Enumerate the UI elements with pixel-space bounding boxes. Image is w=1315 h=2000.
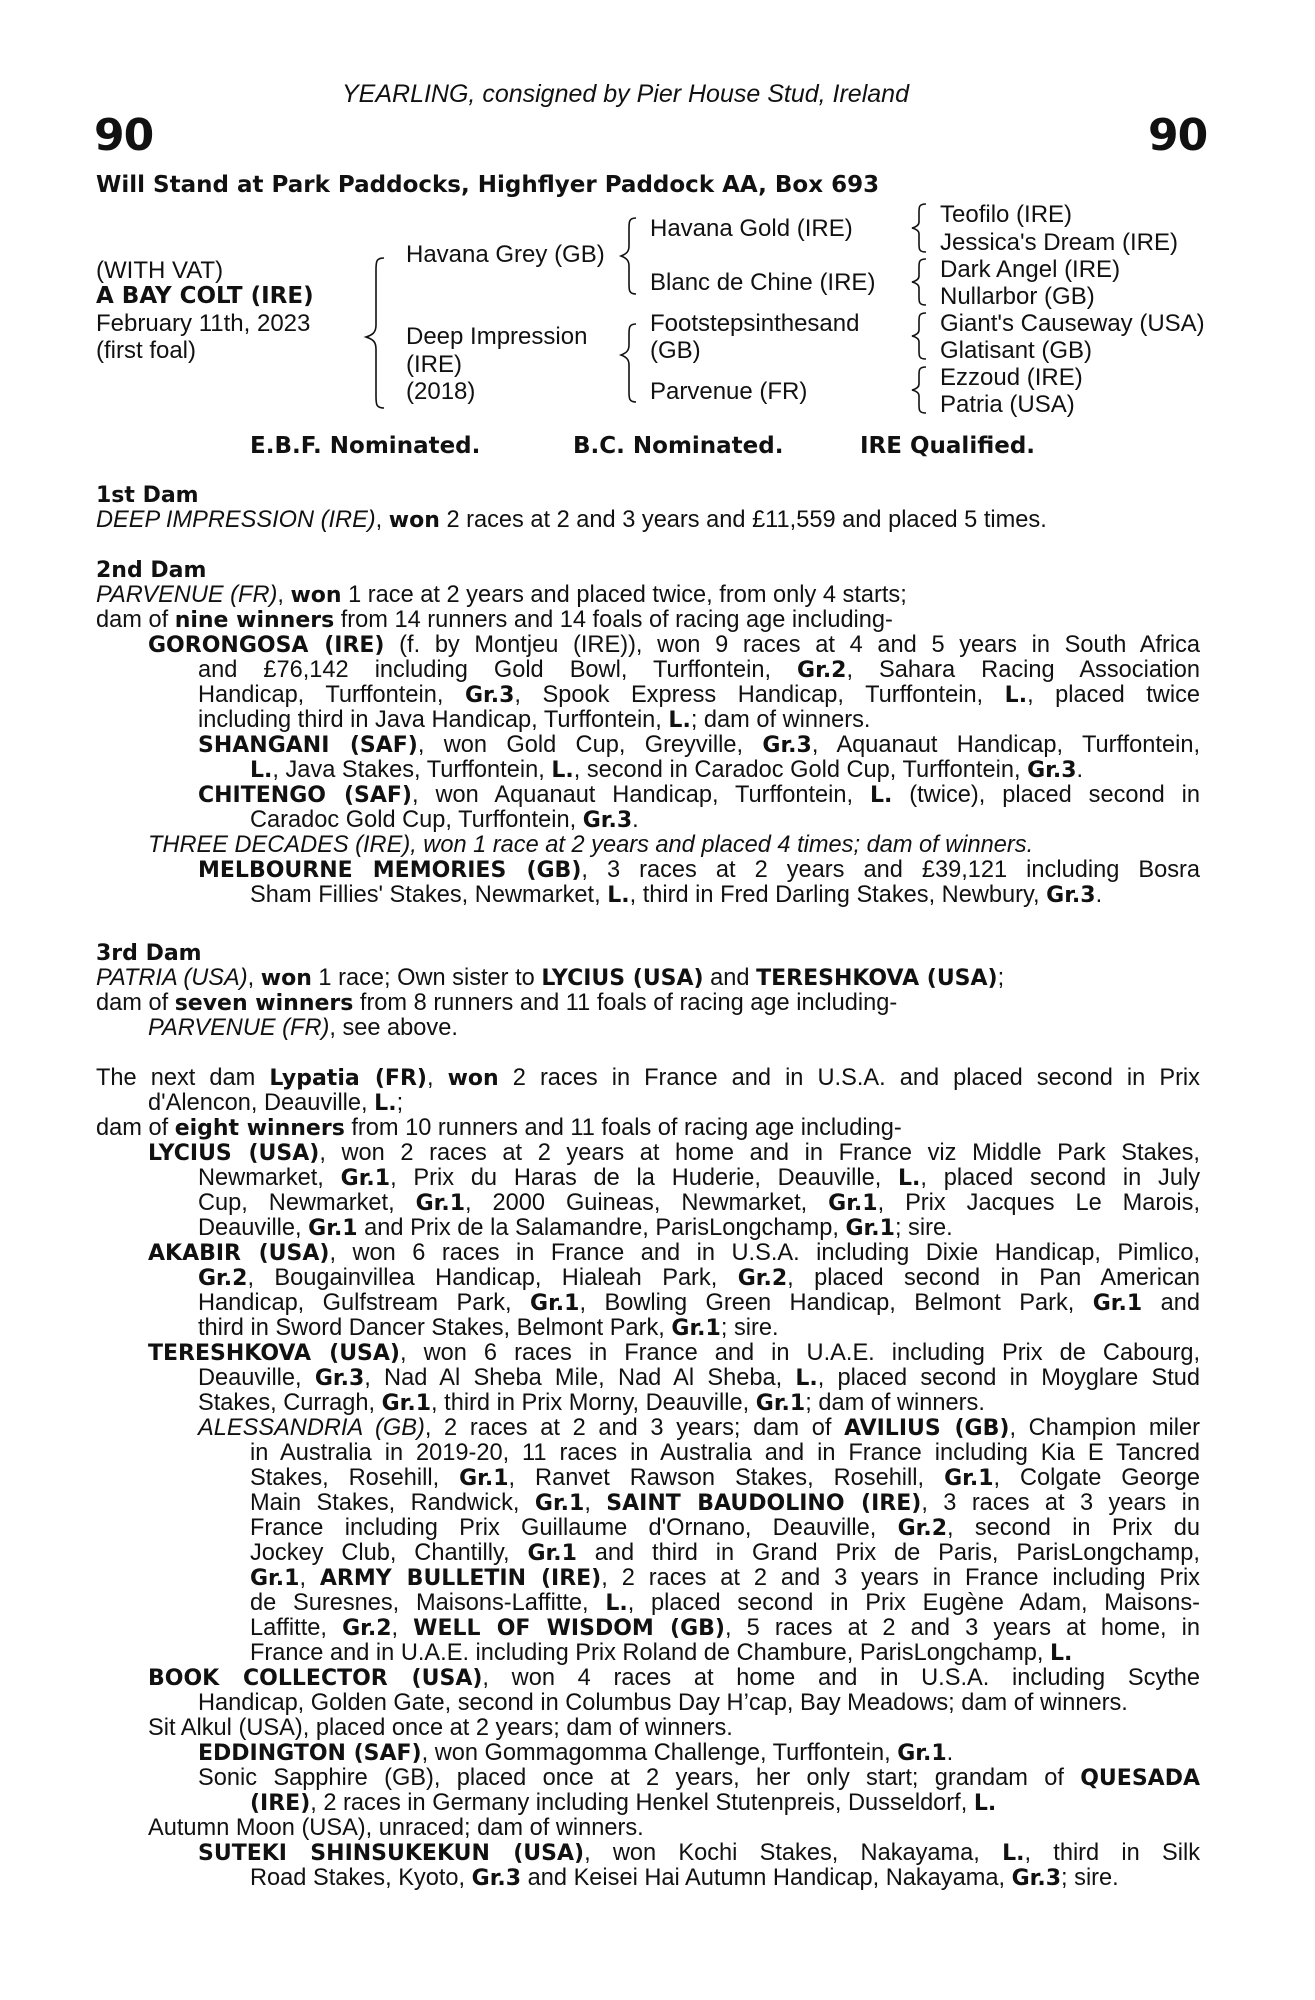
text-run: L. [607, 883, 630, 908]
body-line [148, 633, 1200, 658]
text-run: France and in U.A.E. including Prix Roland de Chambure, ParisLongchamp, [250, 1640, 1050, 1666]
text-run: THREE DECADES (IRE) [148, 832, 411, 858]
text-run: Main Stakes, Randwick, [250, 1490, 535, 1516]
text-run: , placed second in Pan American [787, 1265, 1200, 1291]
text-run: Gr.1 [671, 1316, 721, 1341]
text-run: Handicap, Turffontein, [198, 682, 465, 708]
body-line [250, 1641, 1200, 1666]
text-run: . [1076, 757, 1084, 783]
bracket-dam [621, 324, 636, 402]
text-run: LYCIUS (USA) [148, 1141, 320, 1166]
text-run: Gr.1 [340, 1166, 391, 1191]
text-run: ALESSANDRIA (GB) [198, 1415, 425, 1441]
text-run: in Australia in 2019-20, 11 races in Australia and in France including Kia E Tancred [250, 1440, 1200, 1466]
text-run: won [447, 1066, 499, 1091]
text-run: , won Kochi Stakes, Nakayama, [584, 1840, 1003, 1866]
text-run: Stakes, Rosehill, [250, 1465, 460, 1491]
body-line [250, 1466, 1200, 1491]
text-run: Gr.2 [342, 1616, 392, 1641]
horse-foal: (first foal) [96, 337, 197, 364]
text-run: , won 1 race at 2 years and placed 4 times; dam of winners. [410, 832, 1034, 858]
consignment-header: YEARLING, consigned by Pier House Stud, Ireland [342, 80, 909, 108]
text-run: , Bowling Green Handicap, Belmont Park, [579, 1290, 1093, 1316]
text-run: seven winners [174, 991, 354, 1016]
body-line [198, 733, 1200, 758]
text-run: Gr.3 [314, 1366, 365, 1391]
bracket-dd [912, 367, 926, 413]
body-line [148, 1716, 1200, 1741]
body-line [148, 1341, 1200, 1366]
text-run: Gr.3 [1046, 883, 1096, 908]
body-line [250, 1516, 1200, 1541]
body-line [96, 508, 1200, 533]
bracket-main [366, 258, 384, 408]
pedigree-ss: Havana Gold (IRE) [650, 215, 853, 242]
text-run: Gr.1 [459, 1466, 509, 1491]
text-run: Sham Fillies' Stakes, Newmarket, [250, 882, 608, 908]
text-run: Cup, Newmarket, [198, 1190, 416, 1216]
bracket-ds [912, 313, 926, 359]
text-run: L. [898, 1166, 921, 1191]
pedigree-dam-3: (2018) [406, 378, 476, 405]
text-run: , [277, 582, 291, 608]
text-run: Gr.3 [471, 1866, 522, 1891]
pedigree-sdd: Nullarbor (GB) [940, 283, 1095, 310]
text-run: Gr.3 [464, 683, 515, 708]
lot-number-right: 90 [1148, 110, 1208, 161]
body-line [96, 583, 1200, 608]
body-line [96, 966, 1200, 991]
body-line [250, 883, 1200, 908]
first-dam-heading: 1st Dam [96, 483, 199, 508]
pedigree-dd: Parvenue (FR) [650, 378, 808, 405]
text-run: Gr.1 [534, 1491, 585, 1516]
text-run: ; [396, 1090, 404, 1116]
text-run: AKABIR (USA) [148, 1241, 330, 1266]
text-run: , third in Fred Darling Stakes, Newbury, [629, 882, 1047, 908]
text-run: , 2 races at 2 and 3 years in France including Prix [601, 1565, 1200, 1591]
body-line [250, 1541, 1200, 1566]
text-run: 2 races in France and in U.S.A. and placed second in Prix [498, 1065, 1200, 1091]
text-run: Gr.1 [308, 1216, 358, 1241]
text-run: . [946, 1740, 954, 1766]
text-run: Gr.2 [797, 658, 847, 683]
location-line: Will Stand at Park Paddocks, Highflyer Paddock AA, Box 693 [96, 172, 880, 198]
text-run: Gr.1 [250, 1566, 300, 1591]
body-line [198, 1266, 1200, 1291]
text-run: , see above. [329, 1015, 458, 1041]
body-line [198, 708, 1200, 733]
text-run: , third in Prix Morny, Deauville, [431, 1390, 756, 1416]
text-run: 1 race at 2 years and placed twice, from only 4 starts; [341, 582, 907, 608]
text-run: (twice), placed second in [892, 782, 1201, 808]
text-run: from 10 runners and 11 foals of racing age including- [344, 1115, 902, 1141]
text-run: Gr.1 [381, 1391, 432, 1416]
text-run: , won 6 races in France and in U.A.E. including Prix de Cabourg, [400, 1340, 1200, 1366]
bracket-sire [621, 218, 636, 294]
text-run: SAINT BAUDOLINO (IRE) [606, 1491, 922, 1516]
body-line [198, 658, 1200, 683]
text-run: Laffitte, [250, 1615, 343, 1641]
text-run: PARVENUE (FR) [96, 582, 278, 608]
body-line [96, 1116, 1200, 1141]
text-run: CHITENGO (SAF) [198, 783, 412, 808]
text-run: Gr.1 [755, 1391, 806, 1416]
body-line [148, 1816, 1200, 1841]
text-run: ARMY BULLETIN (IRE) [319, 1566, 602, 1591]
text-run: , 3 races at 2 years and £39,121 including Bosra [581, 857, 1200, 883]
text-run: Gr.1 [845, 1216, 895, 1241]
text-run: from 14 runners and 14 foals of racing age including- [334, 607, 893, 633]
text-run: ; sire. [720, 1315, 779, 1341]
text-run: ; sire. [894, 1215, 953, 1241]
text-run: , won Aquanaut Handicap, Turffontein, [411, 782, 870, 808]
text-run: , Java Stakes, Turffontein, [272, 757, 552, 783]
text-run: AVILIUS (GB) [844, 1416, 1010, 1441]
text-run: , Prix Jacques Le Marois, [877, 1190, 1200, 1216]
body-line [96, 608, 1200, 633]
body-line [198, 1416, 1200, 1441]
text-run: Deauville, [198, 1365, 315, 1391]
text-run: L. [551, 758, 574, 783]
text-run: including third in Java Handicap, Turffontein, [198, 707, 669, 733]
text-run: Gr.2 [897, 1516, 947, 1541]
third-dam-heading: 3rd Dam [96, 941, 202, 966]
body-line [250, 1566, 1200, 1591]
text-run: Gr.2 [198, 1266, 248, 1291]
text-run: , [391, 1615, 414, 1641]
text-run: , won 4 races at home and in U.S.A. including Scythe [482, 1665, 1200, 1691]
text-run: Lypatia (FR) [269, 1066, 427, 1091]
body-line [250, 1441, 1200, 1466]
text-run: Gr.1 [828, 1191, 878, 1216]
body-line [250, 758, 1200, 783]
pedigree-ds-1: Footstepsinthesand [650, 310, 860, 337]
text-run: Deauville, [198, 1215, 309, 1241]
text-run: third in Sword Dancer Stakes, Belmont Park, [198, 1315, 672, 1341]
text-run: Gr.3 [1011, 1866, 1062, 1891]
text-run: Road Stakes, Kyoto, [250, 1865, 472, 1891]
text-run: and Prix de la Salamandre, ParisLongchamp, [357, 1215, 846, 1241]
body-line [198, 1166, 1200, 1191]
body-line [148, 1141, 1200, 1166]
text-run: TERESHKOVA (USA) [756, 966, 998, 991]
text-run: dam of [96, 607, 175, 633]
text-run: and £76,142 including Gold Bowl, Turffontein, [198, 657, 798, 683]
pedigree-dds: Ezzoud (IRE) [940, 364, 1083, 391]
body-line [198, 1691, 1200, 1716]
text-run: , 2000 Guineas, Newmarket, [465, 1190, 829, 1216]
text-run: , placed second in July [920, 1165, 1200, 1191]
body-line [198, 1191, 1200, 1216]
text-run: , won Gold Cup, Greyville, [417, 732, 763, 758]
text-run: , [247, 965, 261, 991]
text-run: , second in Caradoc Gold Cup, Turffontein, [573, 757, 1028, 783]
body-line [148, 1016, 1200, 1041]
text-run: and [1142, 1290, 1200, 1316]
text-run: SUTEKI SHINSUKEKUN (USA) [198, 1841, 585, 1866]
text-run: BOOK COLLECTOR (USA) [148, 1666, 483, 1691]
ire-qualified: IRE Qualified. [860, 433, 1036, 459]
body-line [198, 1366, 1200, 1391]
text-run: Gr.1 [944, 1466, 994, 1491]
text-run: Gr.3 [582, 808, 633, 833]
text-run: , Nad Al Sheba Mile, Nad Al Sheba, [364, 1365, 796, 1391]
text-run: , Bougainvillea Handicap, Hialeah Park, [247, 1265, 738, 1291]
text-run: . [1095, 882, 1103, 908]
text-run: ; sire. [1061, 1865, 1119, 1891]
text-run: won [260, 966, 312, 991]
text-run: ; [997, 965, 1005, 991]
text-run: (IRE) [250, 1791, 311, 1816]
text-run: , second in Prix du [947, 1515, 1200, 1541]
text-run: , placed second in Moyglare Stud [817, 1365, 1201, 1391]
text-run: GORONGOSA (IRE) [148, 633, 385, 658]
text-run: and Keisei Hai Autumn Handicap, Nakayama, [521, 1865, 1012, 1891]
pedigree-dam-1: Deep Impression [406, 323, 588, 350]
text-run: , [299, 1565, 320, 1591]
text-run: L. [668, 708, 691, 733]
text-run: d'Alencon, Deauville, [148, 1090, 375, 1116]
text-run: , Ranvet Rawson Stakes, Rosehill, [508, 1465, 945, 1491]
text-run: DEEP IMPRESSION (IRE) [96, 507, 376, 533]
body-line [198, 783, 1200, 808]
text-run: , won 2 races at 2 years at home and in France viz Middle Park Stakes, [319, 1140, 1200, 1166]
text-run: ; dam of winners. [805, 1390, 985, 1416]
text-run: , won Gommagomma Challenge, Turffontein, [421, 1740, 898, 1766]
pedigree-sd: Blanc de Chine (IRE) [650, 269, 876, 296]
text-run: nine winners [174, 608, 335, 633]
body-line [250, 808, 1200, 833]
bc-nominated: B.C. Nominated. [573, 433, 784, 459]
text-run: PARVENUE (FR) [148, 1015, 330, 1041]
text-run: , Sahara Racing Association [846, 657, 1200, 683]
text-run: Autumn Moon (USA), unraced; dam of winners. [148, 1815, 644, 1841]
text-run: Gr.3 [762, 733, 812, 758]
pedigree-ddd: Patria (USA) [940, 391, 1075, 418]
body-line [250, 1866, 1200, 1891]
text-run: L. [869, 783, 893, 808]
bracket-sd [912, 259, 926, 305]
text-run: SHANGANI (SAF) [198, 733, 418, 758]
text-run: L. [605, 1591, 628, 1616]
body-line [96, 1066, 1200, 1091]
pedigree-sds: Dark Angel (IRE) [940, 256, 1121, 283]
pedigree-dss: Giant's Causeway (USA) [940, 310, 1205, 337]
pedigree-ds-2: (GB) [650, 337, 701, 364]
text-run: Newmarket, [198, 1165, 341, 1191]
body-line [198, 1316, 1200, 1341]
text-run: , won 6 races in France and in U.S.A. including Dixie Handicap, Pimlico, [329, 1240, 1201, 1266]
text-run: Handicap, Gulfstream Park, [198, 1290, 531, 1316]
text-run: Caradoc Gold Cup, Turffontein, [250, 807, 583, 833]
body-line [250, 1591, 1200, 1616]
text-run: dam of [96, 990, 175, 1016]
body-line [198, 1841, 1200, 1866]
text-run: , placed second in Prix Eugène Adam, Maisons- [627, 1590, 1200, 1616]
horse-name: A BAY COLT (IRE) [96, 283, 314, 309]
text-run: EDDINGTON (SAF) [198, 1741, 422, 1766]
text-run: L. [374, 1091, 397, 1116]
text-run: France including Prix Guillaume d'Ornano, Deauville, [250, 1515, 898, 1541]
text-run: L. [1002, 1841, 1025, 1866]
text-run: from 8 runners and 11 foals of racing age including- [353, 990, 898, 1016]
pedigree-sire: Havana Grey (GB) [406, 241, 605, 268]
pedigree-dam-2: (IRE) [406, 351, 462, 378]
body-line [198, 1741, 1200, 1766]
text-run: , Champion miler [1009, 1415, 1201, 1441]
body-line [250, 1791, 1200, 1816]
text-run: ; dam of winners. [690, 707, 871, 733]
text-run: Gr.1 [897, 1741, 947, 1766]
text-run: , [426, 1065, 448, 1091]
text-run: L. [250, 758, 273, 783]
body-line [250, 1616, 1200, 1641]
text-run: Sonic Sapphire (GB), placed once at 2 years, her only start; grandam of [198, 1765, 1081, 1791]
text-run: Gr.1 [530, 1291, 580, 1316]
text-run: (f. by Montjeu (IRE)), won 9 races at 4 and 5 years in South Africa [384, 632, 1200, 658]
text-run: , 5 races at 2 and 3 years at home, in [724, 1615, 1200, 1641]
text-run: and [703, 965, 757, 991]
body-line [96, 991, 1200, 1016]
second-dam-heading: 2nd Dam [96, 558, 207, 583]
body-line [148, 1666, 1200, 1691]
text-run: L. [1004, 683, 1028, 708]
text-run: Gr.2 [737, 1266, 788, 1291]
text-run: Jockey Club, Chantilly, [250, 1540, 528, 1566]
vat-label: (WITH VAT) [96, 257, 224, 284]
text-run: Stakes, Curragh, [198, 1390, 382, 1416]
ebf-nominated: E.B.F. Nominated. [250, 433, 481, 459]
text-run: dam of [96, 1115, 175, 1141]
lot-number-left: 90 [94, 110, 154, 161]
text-run: , [584, 1490, 607, 1516]
text-run: , third in Silk [1024, 1840, 1201, 1866]
body-line [198, 1766, 1200, 1791]
text-run: won [290, 583, 342, 608]
text-run: , 2 races at 2 and 3 years; dam of [424, 1415, 845, 1441]
text-run: Gr.1 [527, 1541, 577, 1566]
text-run: MELBOURNE MEMORIES (GB) [198, 858, 582, 883]
text-run: and third in Grand Prix de Paris, ParisLongchamp, [576, 1540, 1200, 1566]
text-run: , Colgate George [993, 1465, 1200, 1491]
pedigree-sss: Teofilo (IRE) [940, 201, 1073, 228]
text-run: Gr.3 [1027, 758, 1077, 783]
text-run: won [388, 508, 440, 533]
text-run: Gr.1 [1092, 1291, 1143, 1316]
text-run: L. [973, 1791, 997, 1816]
text-run: de Suresnes, Maisons-Laffitte, [250, 1590, 606, 1616]
text-run: QUESADA [1080, 1766, 1200, 1791]
text-run: , 2 races in Germany including Henkel Stutenpreis, Dusseldorf, [310, 1790, 974, 1816]
body-line [148, 1091, 1200, 1116]
body-line [198, 858, 1200, 883]
body-line [198, 683, 1200, 708]
body-line [148, 1241, 1200, 1266]
body-line [198, 1391, 1200, 1416]
horse-dob: February 11th, 2023 [96, 310, 311, 337]
text-run: LYCIUS (USA) [541, 966, 704, 991]
text-run: 1 race; Own sister to [311, 965, 542, 991]
body-line [198, 1216, 1200, 1241]
text-run: , Aquanaut Handicap, Turffontein, [811, 732, 1201, 758]
text-run: eight winners [174, 1116, 345, 1141]
text-run: WELL OF WISDOM (GB) [413, 1616, 725, 1641]
text-run: TERESHKOVA (USA) [148, 1341, 400, 1366]
text-run: , Prix du Haras de la Huderie, Deauville, [390, 1165, 899, 1191]
pedigree-ssd: Jessica's Dream (IRE) [940, 229, 1178, 256]
text-run: L. [1050, 1641, 1073, 1666]
text-run: , 3 races at 3 years in [921, 1490, 1200, 1516]
pedigree-dsd: Glatisant (GB) [940, 337, 1093, 364]
bracket-ss [912, 204, 926, 252]
text-run: , placed twice [1027, 682, 1200, 708]
body-line [250, 1491, 1200, 1516]
text-run: PATRIA (USA) [96, 965, 248, 991]
text-run: 2 races at 2 and 3 years and £11,559 and placed 5 times. [439, 507, 1047, 533]
body-line [148, 833, 1200, 858]
text-run: Handicap, Golden Gate, second in Columbus Day H’cap, Bay Meadows; dam of winners. [198, 1690, 1128, 1716]
text-run: . [632, 807, 639, 833]
text-run: L. [795, 1366, 818, 1391]
text-run: , [375, 507, 389, 533]
text-run: , Spook Express Handicap, Turffontein, [514, 682, 1005, 708]
body-line [198, 1291, 1200, 1316]
text-run: Sit Alkul (USA), placed once at 2 years; dam of winners. [148, 1715, 733, 1741]
text-run: Gr.1 [415, 1191, 466, 1216]
text-run: The next dam [96, 1065, 270, 1091]
